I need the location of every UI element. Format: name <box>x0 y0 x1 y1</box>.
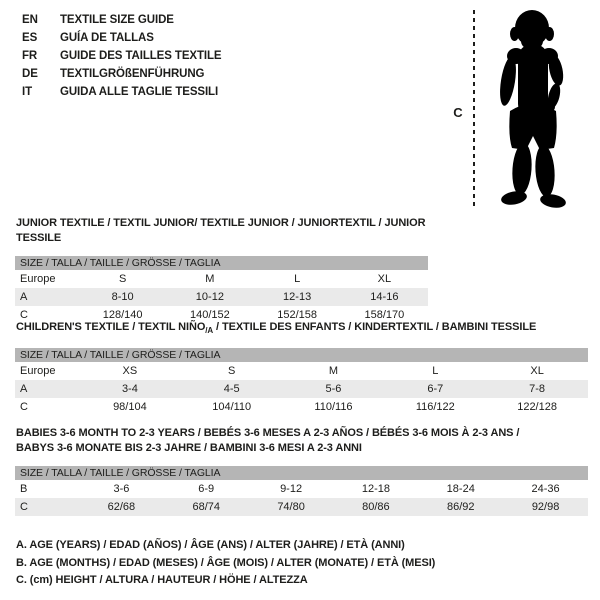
junior-cell-r2-c1: 128/140 <box>102 309 143 321</box>
note-age-years: A. AGE (YEARS) / EDAD (AÑOS) / ÂGE (ANS) / ALTER (JAHRE) / ETÀ (ANNI) <box>16 539 405 551</box>
babies-size-header: SIZE / TALLA / TAILLE / GRÖSSE / TAGLIA <box>15 466 588 480</box>
children-cell-r0-c0: Europe <box>20 365 56 378</box>
babies-textile-table-section <box>15 426 588 516</box>
babies-cell-r1-c6: 92/98 <box>531 501 560 513</box>
lang-code: FR <box>22 50 38 62</box>
babies-cell-r1-c1: 62/68 <box>107 501 136 513</box>
height-dashed-line <box>473 10 475 206</box>
lang-row-en <box>22 11 222 29</box>
junior-cell-r1-c1: 8-10 <box>111 291 134 303</box>
babies-cell-r0-c1: 3-6 <box>113 483 130 495</box>
babies-table-title <box>16 426 588 456</box>
junior-cell-r2-c4: 158/170 <box>364 309 405 321</box>
lang-title: TEXTILE SIZE GUIDE <box>60 14 174 26</box>
junior-cell-r2-c3: 152/158 <box>277 309 317 321</box>
children-textile-table-section <box>15 320 588 416</box>
note-age-months: B. AGE (MONTHS) / EDAD (MESES) / ÂGE (MOIS) / ALTER (MONATE) / ETÀ (MESI) <box>16 556 436 569</box>
lang-code: IT <box>22 86 33 98</box>
lang-code: EN <box>22 14 38 26</box>
babies-cell-r1-c4: 80/86 <box>362 501 390 513</box>
lang-row-it <box>22 83 222 101</box>
babies-cell-r0-c2: 6-9 <box>198 483 215 495</box>
babies-cell-r1-c3: 74/80 <box>277 501 305 513</box>
lang-code: ES <box>22 32 38 44</box>
children-cell-r2-c0: C <box>20 401 28 414</box>
children-title-segment: /A <box>205 326 214 336</box>
lang-code: DE <box>22 68 38 80</box>
children-title-segment: CHILDREN'S TEXTILE / TEXTIL NIÑO <box>16 321 206 333</box>
lang-title: GUIDA ALLE TAGLIE TESSILI <box>60 86 219 98</box>
junior-cell-r0-c4: XL <box>377 273 392 285</box>
children-size-header: SIZE / TALLA / TAILLE / GRÖSSE / TAGLIA <box>15 348 588 362</box>
babies-table-row-b <box>15 480 588 498</box>
junior-table-title <box>16 216 428 246</box>
baby-silhouette-icon <box>487 8 579 213</box>
babies-cell-r1-c5: 86/92 <box>446 501 475 513</box>
children-cell-r1-c1: 3-4 <box>121 383 138 396</box>
junior-cell-r1-c0: A <box>20 291 28 303</box>
babies-cell-r0-c0: B <box>20 483 28 495</box>
children-cell-r0-c5: XL <box>530 365 544 378</box>
children-table-title <box>16 320 588 338</box>
children-cell-r1-c4: 6-7 <box>427 383 444 396</box>
language-title-list <box>22 11 222 101</box>
lang-title: GUIDE DES TAILLES TEXTILE <box>60 50 222 62</box>
lang-row-es <box>22 29 222 47</box>
junior-table-row-a <box>15 288 428 306</box>
children-cell-r2-c4: 116/122 <box>415 401 455 414</box>
babies-title-segment: BABIES 3-6 MONTH TO 2-3 YEARS / BEBÉS 3-6 MESES A 2-3 AÑOS / BÉBÉS 3-6 MOIS À 2-3 ANS / <box>16 427 520 439</box>
baby-height-figure <box>440 0 600 230</box>
children-cell-r1-c2: 4-5 <box>223 383 240 396</box>
children-cell-r1-c3: 5-6 <box>325 383 342 396</box>
junior-title-segment: JUNIOR TEXTILE / TEXTIL JUNIOR/ TEXTILE JUNIOR / JUNIORTEXTIL / JUNIOR TESSILE <box>16 217 426 244</box>
children-cell-r0-c4: L <box>432 365 439 378</box>
junior-cell-r1-c2: 10-12 <box>195 291 224 303</box>
children-cell-r2-c1: 98/104 <box>113 401 147 414</box>
junior-cell-r0-c1: S <box>118 273 127 285</box>
junior-cell-r1-c4: 14-16 <box>370 291 399 303</box>
children-table-row-c <box>15 398 588 416</box>
junior-cell-r1-c3: 12-13 <box>283 291 312 303</box>
height-measure-label: C <box>453 105 463 120</box>
lang-row-fr <box>22 47 222 65</box>
babies-title-segment: BABYS 3-6 MONATE BIS 2-3 JAHRE / BAMBINI 3-6 MESI A 2-3 ANNI <box>16 442 362 454</box>
babies-cell-r0-c4: 12-18 <box>361 483 390 495</box>
lang-title: TEXTILGRÖßENFÜHRUNG <box>60 68 205 80</box>
children-cell-r1-c0: A <box>20 383 28 396</box>
junior-cell-r0-c0: Europe <box>20 273 56 285</box>
lang-title: GUÍA DE TALLAS <box>60 32 154 44</box>
children-table-row-a <box>15 380 588 398</box>
children-table-row-europe <box>15 362 588 380</box>
junior-cell-r2-c0: C <box>20 309 28 321</box>
babies-cell-r0-c5: 18-24 <box>446 483 475 495</box>
children-cell-r2-c3: 110/116 <box>314 401 353 414</box>
junior-textile-table-section <box>15 216 428 324</box>
babies-cell-r0-c3: 9-12 <box>280 483 303 495</box>
babies-cell-r0-c6: 24-36 <box>531 483 560 495</box>
children-cell-r0-c3: M <box>328 365 339 378</box>
children-cell-r2-c5: 122/128 <box>517 401 557 414</box>
legend-notes <box>16 537 435 590</box>
babies-cell-r1-c0: C <box>20 501 28 513</box>
junior-table-row-europe <box>15 270 428 288</box>
junior-size-header: SIZE / TALLA / TAILLE / GRÖSSE / TAGLIA <box>15 256 428 270</box>
babies-table-row-c <box>15 498 588 516</box>
note-height-cm: C. (cm) HEIGHT / ALTURA / HAUTEUR / HÖHE / ALTEZZA <box>16 574 308 586</box>
children-cell-r2-c2: 104/110 <box>212 401 252 414</box>
lang-row-de <box>22 65 222 83</box>
babies-cell-r1-c2: 68/74 <box>192 501 220 513</box>
children-cell-r0-c2: S <box>228 365 236 378</box>
children-cell-r1-c5: 7-8 <box>529 383 546 396</box>
children-cell-r0-c1: XS <box>122 365 138 378</box>
junior-cell-r0-c2: M <box>205 273 215 285</box>
children-title-segment: / TEXTILE DES ENFANTS / KINDERTEXTIL / BAMBINI TESSILE <box>213 321 537 333</box>
junior-cell-r0-c3: L <box>294 273 301 285</box>
junior-cell-r2-c2: 140/152 <box>189 309 230 321</box>
